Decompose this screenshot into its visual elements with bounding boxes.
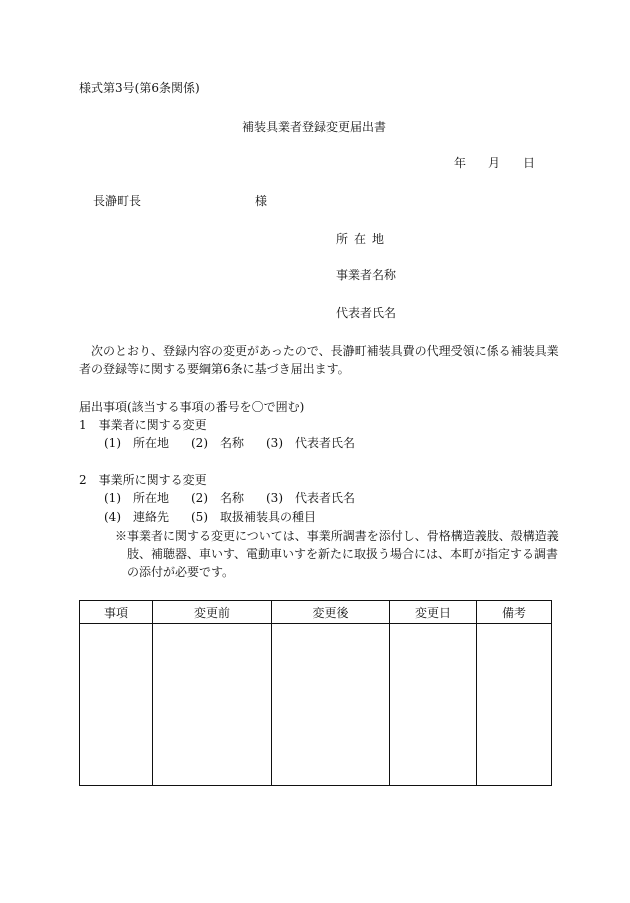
date-month-label: 月 bbox=[488, 156, 501, 170]
table-cell-change-date[interactable] bbox=[390, 624, 477, 786]
table-header-row bbox=[80, 601, 552, 624]
body-text-line-1: 次のとおり、登録内容の変更があったので、長瀞町補装具費の代理受領に係る補装具業 bbox=[91, 344, 559, 358]
business-name-label: 事業者名称 bbox=[336, 268, 397, 282]
note-line-3: の添付が必要です。 bbox=[127, 565, 235, 579]
table-cell-before[interactable] bbox=[153, 624, 272, 786]
body-text-line-2: 者の登録等に関する要綱第6条に基づき届出ます。 bbox=[79, 362, 350, 376]
table-header-remarks: 備考 bbox=[477, 601, 552, 624]
note-line-1: ※事業者に関する変更については、事業所調書を添付し、骨格構造義肢、殻構造義 bbox=[115, 529, 559, 543]
representative-label: 代表者氏名 bbox=[336, 306, 397, 320]
section-1-option-1: (1) 所在地 bbox=[104, 436, 169, 450]
note-line-2: 肢、補聴器、車いす、電動車いすを新たに取扱う場合には、本町が指定する調書 bbox=[127, 547, 559, 561]
document-title: 補装具業者登録変更届出書 bbox=[242, 120, 387, 134]
address-label: 所在地 bbox=[336, 232, 391, 246]
section-2-option-1: (1) 所在地 bbox=[104, 491, 169, 505]
table-row bbox=[80, 624, 552, 786]
section-1-option-2: (2) 名称 bbox=[191, 436, 244, 450]
table-header-change-date: 変更日 bbox=[390, 601, 477, 624]
table-cell-remarks[interactable] bbox=[477, 624, 552, 786]
section-2-option-4: (4) 連絡先 bbox=[104, 510, 169, 524]
honorific: 様 bbox=[255, 194, 268, 208]
section-1-title: 1 事業者に関する変更 bbox=[79, 418, 207, 432]
section-2-option-3: (3) 代表者氏名 bbox=[266, 491, 355, 505]
section-2-option-2: (2) 名称 bbox=[191, 491, 244, 505]
form-number: 様式第3号(第6条関係) bbox=[79, 81, 200, 95]
table-cell-item[interactable] bbox=[80, 624, 153, 786]
date-day-label: 日 bbox=[523, 156, 536, 170]
date-year-label: 年 bbox=[454, 156, 467, 170]
section-2-title: 2 事業所に関する変更 bbox=[79, 473, 207, 487]
table-header-item: 事項 bbox=[80, 601, 153, 624]
table-header-after: 変更後 bbox=[272, 601, 390, 624]
addressee: 長瀞町長 bbox=[93, 194, 142, 208]
section-1-option-3: (3) 代表者氏名 bbox=[266, 436, 355, 450]
table-cell-after[interactable] bbox=[272, 624, 390, 786]
change-details-table bbox=[79, 600, 552, 786]
table-header-before: 変更前 bbox=[153, 601, 272, 624]
section-2-option-5: (5) 取扱補装具の種目 bbox=[191, 510, 316, 524]
items-heading: 届出事項(該当する事項の番号を〇で囲む) bbox=[79, 400, 305, 414]
